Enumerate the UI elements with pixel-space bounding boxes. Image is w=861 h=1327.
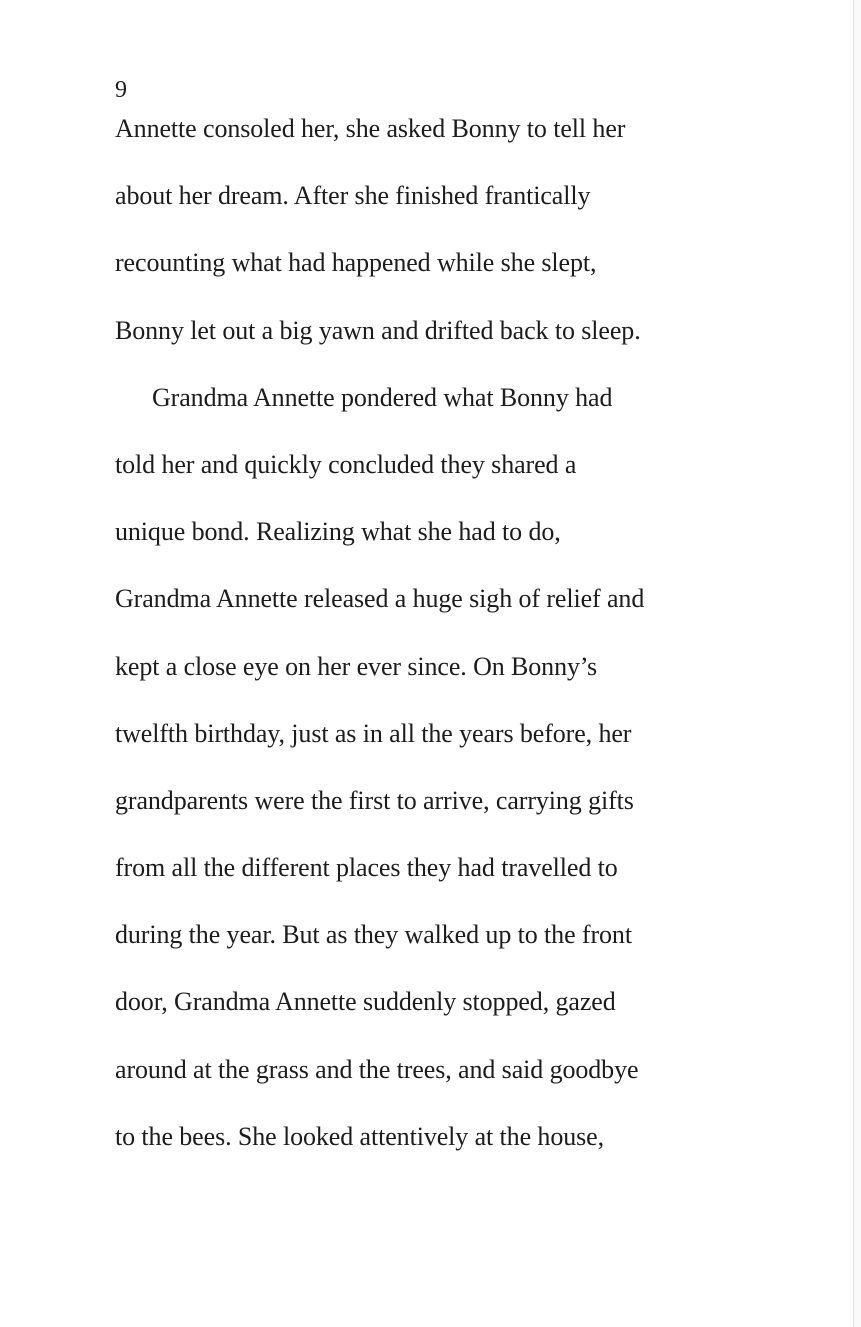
text-line: grandparents were the first to arrive, carrying gifts xyxy=(115,785,634,815)
text-line: Grandma Annette pondered what Bonny had xyxy=(152,382,613,412)
text-line: told her and quickly concluded they shared a xyxy=(115,449,577,479)
text-line: recounting what had happened while she slept, xyxy=(115,248,597,278)
text-line: to the bees. She looked attentively at the house, xyxy=(115,1121,604,1151)
body-text xyxy=(115,95,775,1170)
text-line: Annette consoled her, she asked Bonny to tell her xyxy=(115,114,626,143)
text-line: Bonny let out a big yawn and drifted back to sleep. xyxy=(115,315,641,345)
page-right-edge xyxy=(853,0,861,1327)
page-number: 9 xyxy=(115,77,127,103)
text-line: about her dream. After she finished frantically xyxy=(115,181,591,211)
text-line: unique bond. Realizing what she had to do, xyxy=(115,517,561,547)
text-line: Grandma Annette released a huge sigh of relief and xyxy=(115,584,645,614)
text-line: door, Grandma Annette suddenly stopped, gazed xyxy=(115,987,616,1017)
text-line: during the year. But as they walked up to the front xyxy=(115,920,632,950)
text-line: twelfth birthday, just as in all the years before, her xyxy=(115,718,632,748)
text-line: from all the different places they had travelled to xyxy=(115,853,618,883)
text-line: around at the grass and the trees, and said goodbye xyxy=(115,1054,639,1084)
text-line: kept a close eye on her ever since. On Bonny’s xyxy=(115,651,598,681)
